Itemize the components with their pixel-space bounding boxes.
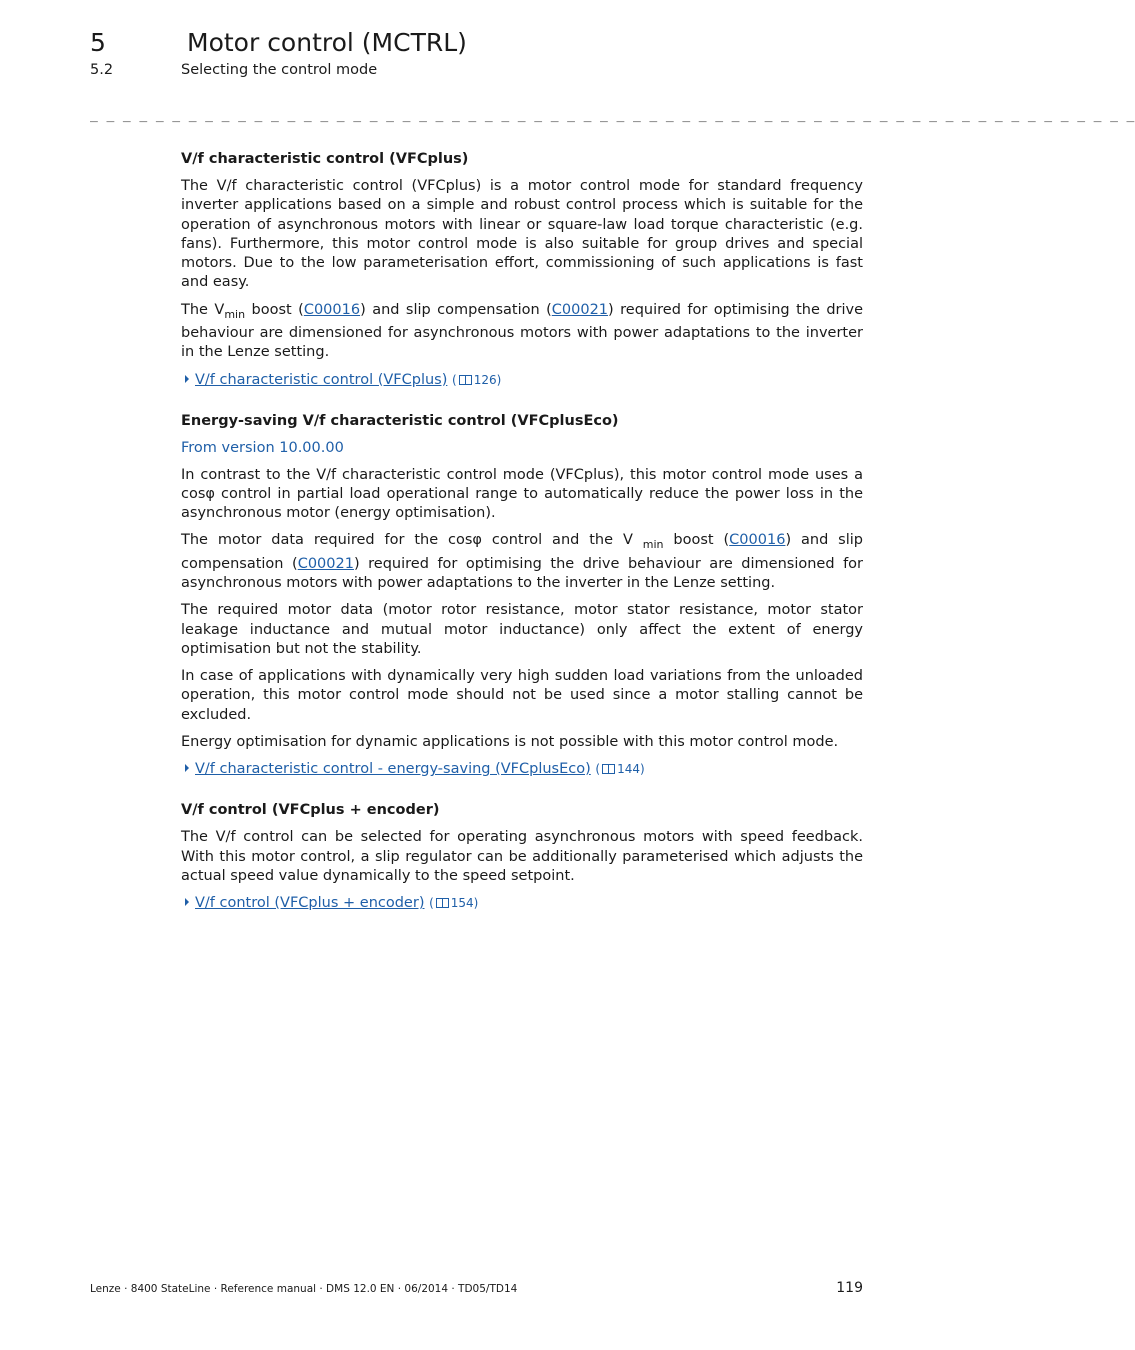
page-reference[interactable] <box>595 762 644 776</box>
cross-reference <box>185 760 863 779</box>
text: 144) <box>617 762 645 777</box>
xref-link-vfcpluseco[interactable]: V/f characteristic control - energy-saving (VFCplusEco) <box>195 761 591 778</box>
subscript: min <box>224 307 246 321</box>
paragraph: In contrast to the V/f characteristic control mode (VFCplus), this motor control mode uses a cosφ control in partial load operational range to automatically reduce the power loss in the asynchronous motor (energy optimisation). <box>181 466 863 522</box>
dashed-rule: _ _ _ _ _ _ _ _ _ _ _ _ _ _ _ _ _ _ _ _ _ _ _ _ _ _ _ _ _ _ _ _ _ _ _ _ _ _ _ _ _ _ _ _ _ _ _ _ _ _ _ _ _ _ _ _ _ _ _ _ _ _ _ _ <box>90 108 1135 123</box>
text: ) required for optimising the drive behaviour are dimensioned for asynchronous motors with power adaptations to the inverter in the Lenze setting. <box>181 301 864 361</box>
paragraph <box>181 301 863 363</box>
text: ) and slip compensation ( <box>181 532 863 572</box>
paragraph <box>181 531 863 593</box>
paragraph: In case of applications with dynamically very high sudden load variations from the unloaded operation, this motor control mode should not be used since a motor stalling cannot be excluded. <box>181 668 863 723</box>
paragraph: Energy optimisation for dynamic applications is not possible with this motor control mode. <box>181 734 839 751</box>
code-link-c00016[interactable]: C00016 <box>729 532 786 549</box>
page-reference[interactable] <box>429 896 478 910</box>
page-content <box>181 150 863 921</box>
section-title: Selecting the control mode <box>181 62 378 78</box>
chapter-number: 5 <box>90 28 106 57</box>
subscript: min <box>642 538 664 552</box>
text: boost ( <box>663 532 730 549</box>
page-reference[interactable] <box>452 373 501 387</box>
chapter-title: Motor control (MCTRL) <box>187 28 467 57</box>
section-number: 5.2 <box>90 62 114 78</box>
text: 126) <box>473 372 502 387</box>
heading-vfcplus-encoder: V/f control (VFCplus + encoder) <box>181 802 440 819</box>
book-icon <box>459 375 472 385</box>
text: ( <box>429 896 434 911</box>
arrow-right-icon <box>185 898 189 906</box>
book-icon <box>602 764 615 774</box>
version-note: From version 10.00.00 <box>181 439 344 456</box>
text: ) and slip compensation ( <box>360 301 552 318</box>
xref-link-vfcplus[interactable]: V/f characteristic control (VFCplus) <box>195 371 448 388</box>
code-link-c00021[interactable]: C00021 <box>297 555 354 572</box>
heading-vfcplus: V/f characteristic control (VFCplus) <box>181 151 469 167</box>
paragraph: The V/f characteristic control (VFCplus) is a motor control mode for standard frequency inverter applications based on a simple and robust control process which is suitable for the operation of asynchronous motors with linear or square-law load torque characteristic (e.g. fans). Furthermore, this motor control mode is also suitable for group drives and special motors. Due to the low parameterisation effort, commissioning of such applications is fast and easy. <box>181 178 863 291</box>
code-link-c00021[interactable]: C00021 <box>551 301 609 318</box>
heading-vfcpluseco: Energy-saving V/f characteristic control (VFCplusEco) <box>181 412 619 429</box>
text: The motor data required for the cosφ control and the V <box>181 532 643 549</box>
cross-reference <box>185 894 863 913</box>
text: ( <box>595 762 601 777</box>
text: The V <box>181 301 225 318</box>
text: 154) <box>450 896 479 911</box>
text: boost ( <box>245 301 304 318</box>
book-icon <box>436 898 449 908</box>
arrow-right-icon <box>185 375 189 383</box>
paragraph: The required motor data (motor rotor resistance, motor stator resistance, motor stator leakage inductance and mutual motor inductance) only affect the extent of energy optimisation but not the stability. <box>181 602 863 657</box>
text: ( <box>452 372 457 387</box>
code-link-c00016[interactable]: C00016 <box>303 301 361 318</box>
footer-document-info: Lenze · 8400 StateLine · Reference manual · DMS 12.0 EN · 06/2014 · TD05/TD14 <box>90 1283 518 1295</box>
cross-reference <box>185 371 863 390</box>
arrow-right-icon <box>185 764 189 772</box>
paragraph: The V/f control can be selected for operating asynchronous motors with speed feedback. With this motor control, a slip regulator can be additionally parameterised which adjusts the actual speed value dynamically to the speed setpoint. <box>181 829 863 884</box>
page-number: 119 <box>836 1280 863 1296</box>
xref-link-vfcplus-encoder[interactable]: V/f control (VFCplus + encoder) <box>195 895 425 912</box>
text: ) required for optimising the drive behaviour are dimensioned for asynchronous motors with power adaptations to the inverter in the Lenze setting. <box>181 555 864 591</box>
